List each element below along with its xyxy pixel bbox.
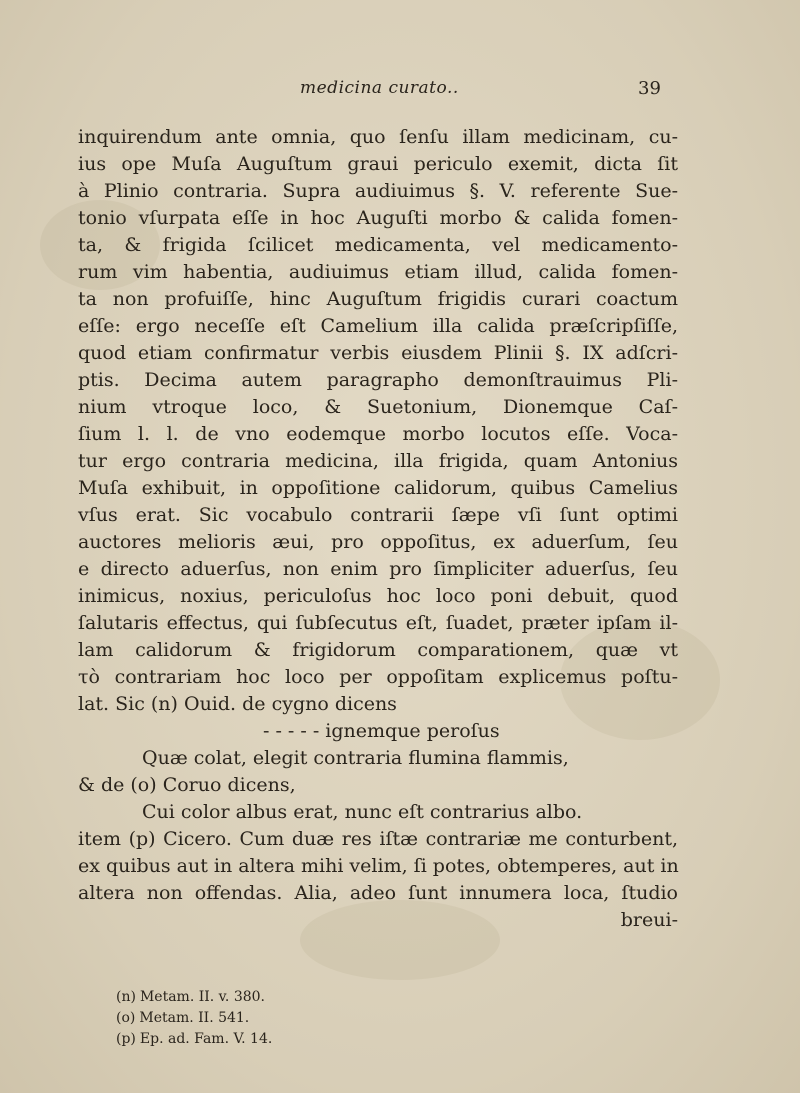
text-line: inquirendum ante omnia, quo ſenſu illam medicinam, cu- <box>78 126 678 148</box>
text-line: quod etiam confirmatur verbis eiusdem Plinii §. IX adſcri- <box>78 342 678 364</box>
text-line: lat. Sic (n) Ouid. de cygno dicens <box>78 693 397 715</box>
footnote-mark: (n) <box>116 989 136 1005</box>
text-line: ſalutaris effectus, qui ſubſecutus eſt, ſuadet, præter ipſam il- <box>78 612 678 634</box>
text-line: & de (o) Coruo dicens, <box>78 774 296 796</box>
text-line: ſium l. l. de vno eodemque morbo locutos eſſe. Voca- <box>78 423 678 445</box>
text-line: Muſa exhibuit, in oppoſitione calidorum, quibus Camelius <box>78 477 678 499</box>
text-line: rum vim habentia, audiuimus etiam illud, calida fomen- <box>78 261 678 283</box>
text-line: inimicus, noxius, periculoſus hoc loco poni debuit, quod <box>78 585 678 607</box>
footnote-mark: (p) <box>116 1031 136 1047</box>
text-line: altera non offendas. Alia, adeo ſunt innumera loca, ſtudio <box>78 882 678 904</box>
footnote <box>116 1029 516 1050</box>
text-line: ptis. Decima autem paragrapho demonſtrauimus Pli- <box>78 369 678 391</box>
text-line: ta non profuiſſe, hinc Auguſtum frigidis curari coactum <box>78 288 678 310</box>
text-line: eſſe: ergo neceſſe eſt Camelium illa calida præſcripſiſſe, <box>78 315 678 337</box>
verse-line: Cui color albus erat, nunc eſt contrarius albo. <box>142 801 583 823</box>
text-line: item (p) Cicero. Cum duæ res iſtæ contrariæ me conturbent, <box>78 828 678 850</box>
footnote-text: Metam. II. 541. <box>139 1010 250 1026</box>
text-line: tonio vſurpata eſſe in hoc Auguſti morbo & calida fomen- <box>78 207 678 229</box>
text-line: tur ergo contraria medicina, illa frigida, quam Antonius <box>78 450 678 472</box>
footnote-text: Metam. II. v. 380. <box>139 989 266 1005</box>
footnote <box>116 987 516 1008</box>
text-line: vſus erat. Sic vocabulo contrarii ſæpe vſi ſunt optimi <box>78 504 678 526</box>
verse-line: - - - - - ignemque peroſus <box>263 720 500 742</box>
text-line: ta, & frigida ſcilicet medicamenta, vel medicamento- <box>78 234 678 256</box>
footnote-mark: (o) <box>116 1010 136 1026</box>
footnote-text: Ep. ad. Fam. V. 14. <box>139 1031 273 1047</box>
verse-line: Quæ colat, elegit contraria flumina flammis, <box>142 747 569 769</box>
text-line: à Plinio contraria. Supra audiuimus §. V. referente Sue- <box>78 180 678 202</box>
body-text <box>78 124 678 934</box>
text-line: τὸ contrariam hoc loco per oppoſitam explicemus poſtu- <box>78 666 678 688</box>
running-head <box>0 78 800 110</box>
footnotes <box>116 987 516 1050</box>
running-title: medicina curato.. <box>300 78 459 98</box>
page-number: 39 <box>638 78 661 99</box>
text-line: e directo aduerſus, non enim pro ſimpliciter aduerſus, ſeu <box>78 558 678 580</box>
text-line: lam calidorum & frigidorum comparationem, quæ vt <box>78 639 678 661</box>
text-line: auctores melioris æui, pro oppoſitus, ex aduerſum, ſeu <box>78 531 678 553</box>
catchword: breui- <box>620 909 678 931</box>
text-line: nium vtroque loco, & Suetonium, Dionemque Caſ- <box>78 396 678 418</box>
text-line: ex quibus aut in altera mihi velim, ſi potes, obtemperes, aut in <box>78 855 679 877</box>
text-line: ius ope Muſa Auguſtum graui periculo exemit, dicta ſit <box>78 153 678 175</box>
footnote <box>116 1008 516 1029</box>
